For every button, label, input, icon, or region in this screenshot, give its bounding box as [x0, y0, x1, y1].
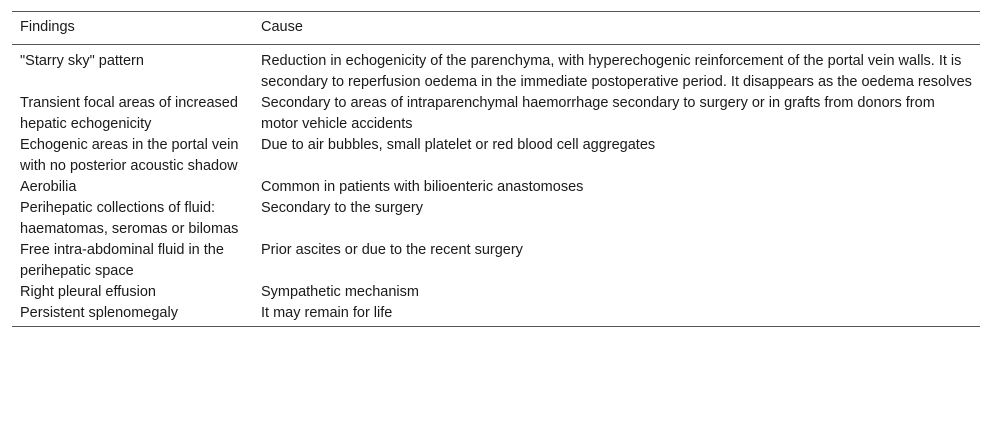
findings-table: [12, 11, 980, 327]
table-row: [12, 303, 980, 327]
finding-cell: Transient focal areas of increased hepatic echogenicity: [20, 95, 238, 132]
finding-cell: Persistent splenomegaly: [12, 303, 253, 327]
finding-cell: Free intra-abdominal fluid in the perihepatic space: [20, 242, 224, 279]
cause-cell: Sympathetic mechanism: [261, 284, 419, 300]
table-row: [12, 177, 980, 198]
table-row: [12, 240, 980, 282]
table-row: [12, 93, 980, 135]
table-header: [12, 12, 980, 45]
header-cause: Cause: [253, 12, 980, 45]
table-row: [12, 135, 980, 177]
table-row: [12, 282, 980, 303]
table-body: [12, 45, 980, 327]
finding-cell: Right pleural effusion: [20, 284, 156, 300]
cause-cell: Secondary to areas of intraparenchymal haemorrhage secondary to surgery or in grafts from donors from motor vehicle accidents: [261, 95, 935, 132]
finding-cell: Echogenic areas in the portal vein with no posterior acoustic shadow: [20, 137, 239, 174]
header-findings: Findings: [12, 12, 253, 45]
cause-cell: Reduction in echogenicity of the parenchyma, with hyperechogenic reinforcement of the portal vein walls. It is secondary to reperfusion oedema in the immediate postoperative period. It disappears as the oedema resolves: [261, 53, 972, 90]
finding-cell: Aerobilia: [20, 179, 77, 195]
cause-cell: Common in patients with bilioenteric anastomoses: [261, 179, 584, 195]
cause-cell: Secondary to the surgery: [261, 200, 424, 216]
cause-cell: It may remain for life: [253, 303, 980, 327]
finding-cell: "Starry sky" pattern: [20, 53, 144, 69]
cause-cell: Prior ascites or due to the recent surgery: [261, 242, 523, 258]
table-row: [12, 198, 980, 240]
cause-cell: Due to air bubbles, small platelet or red blood cell aggregates: [261, 137, 656, 153]
table-row: [12, 45, 980, 94]
header-row: [12, 12, 980, 45]
finding-cell: Perihepatic collections of fluid: haematomas, seromas or bilomas: [20, 200, 239, 237]
